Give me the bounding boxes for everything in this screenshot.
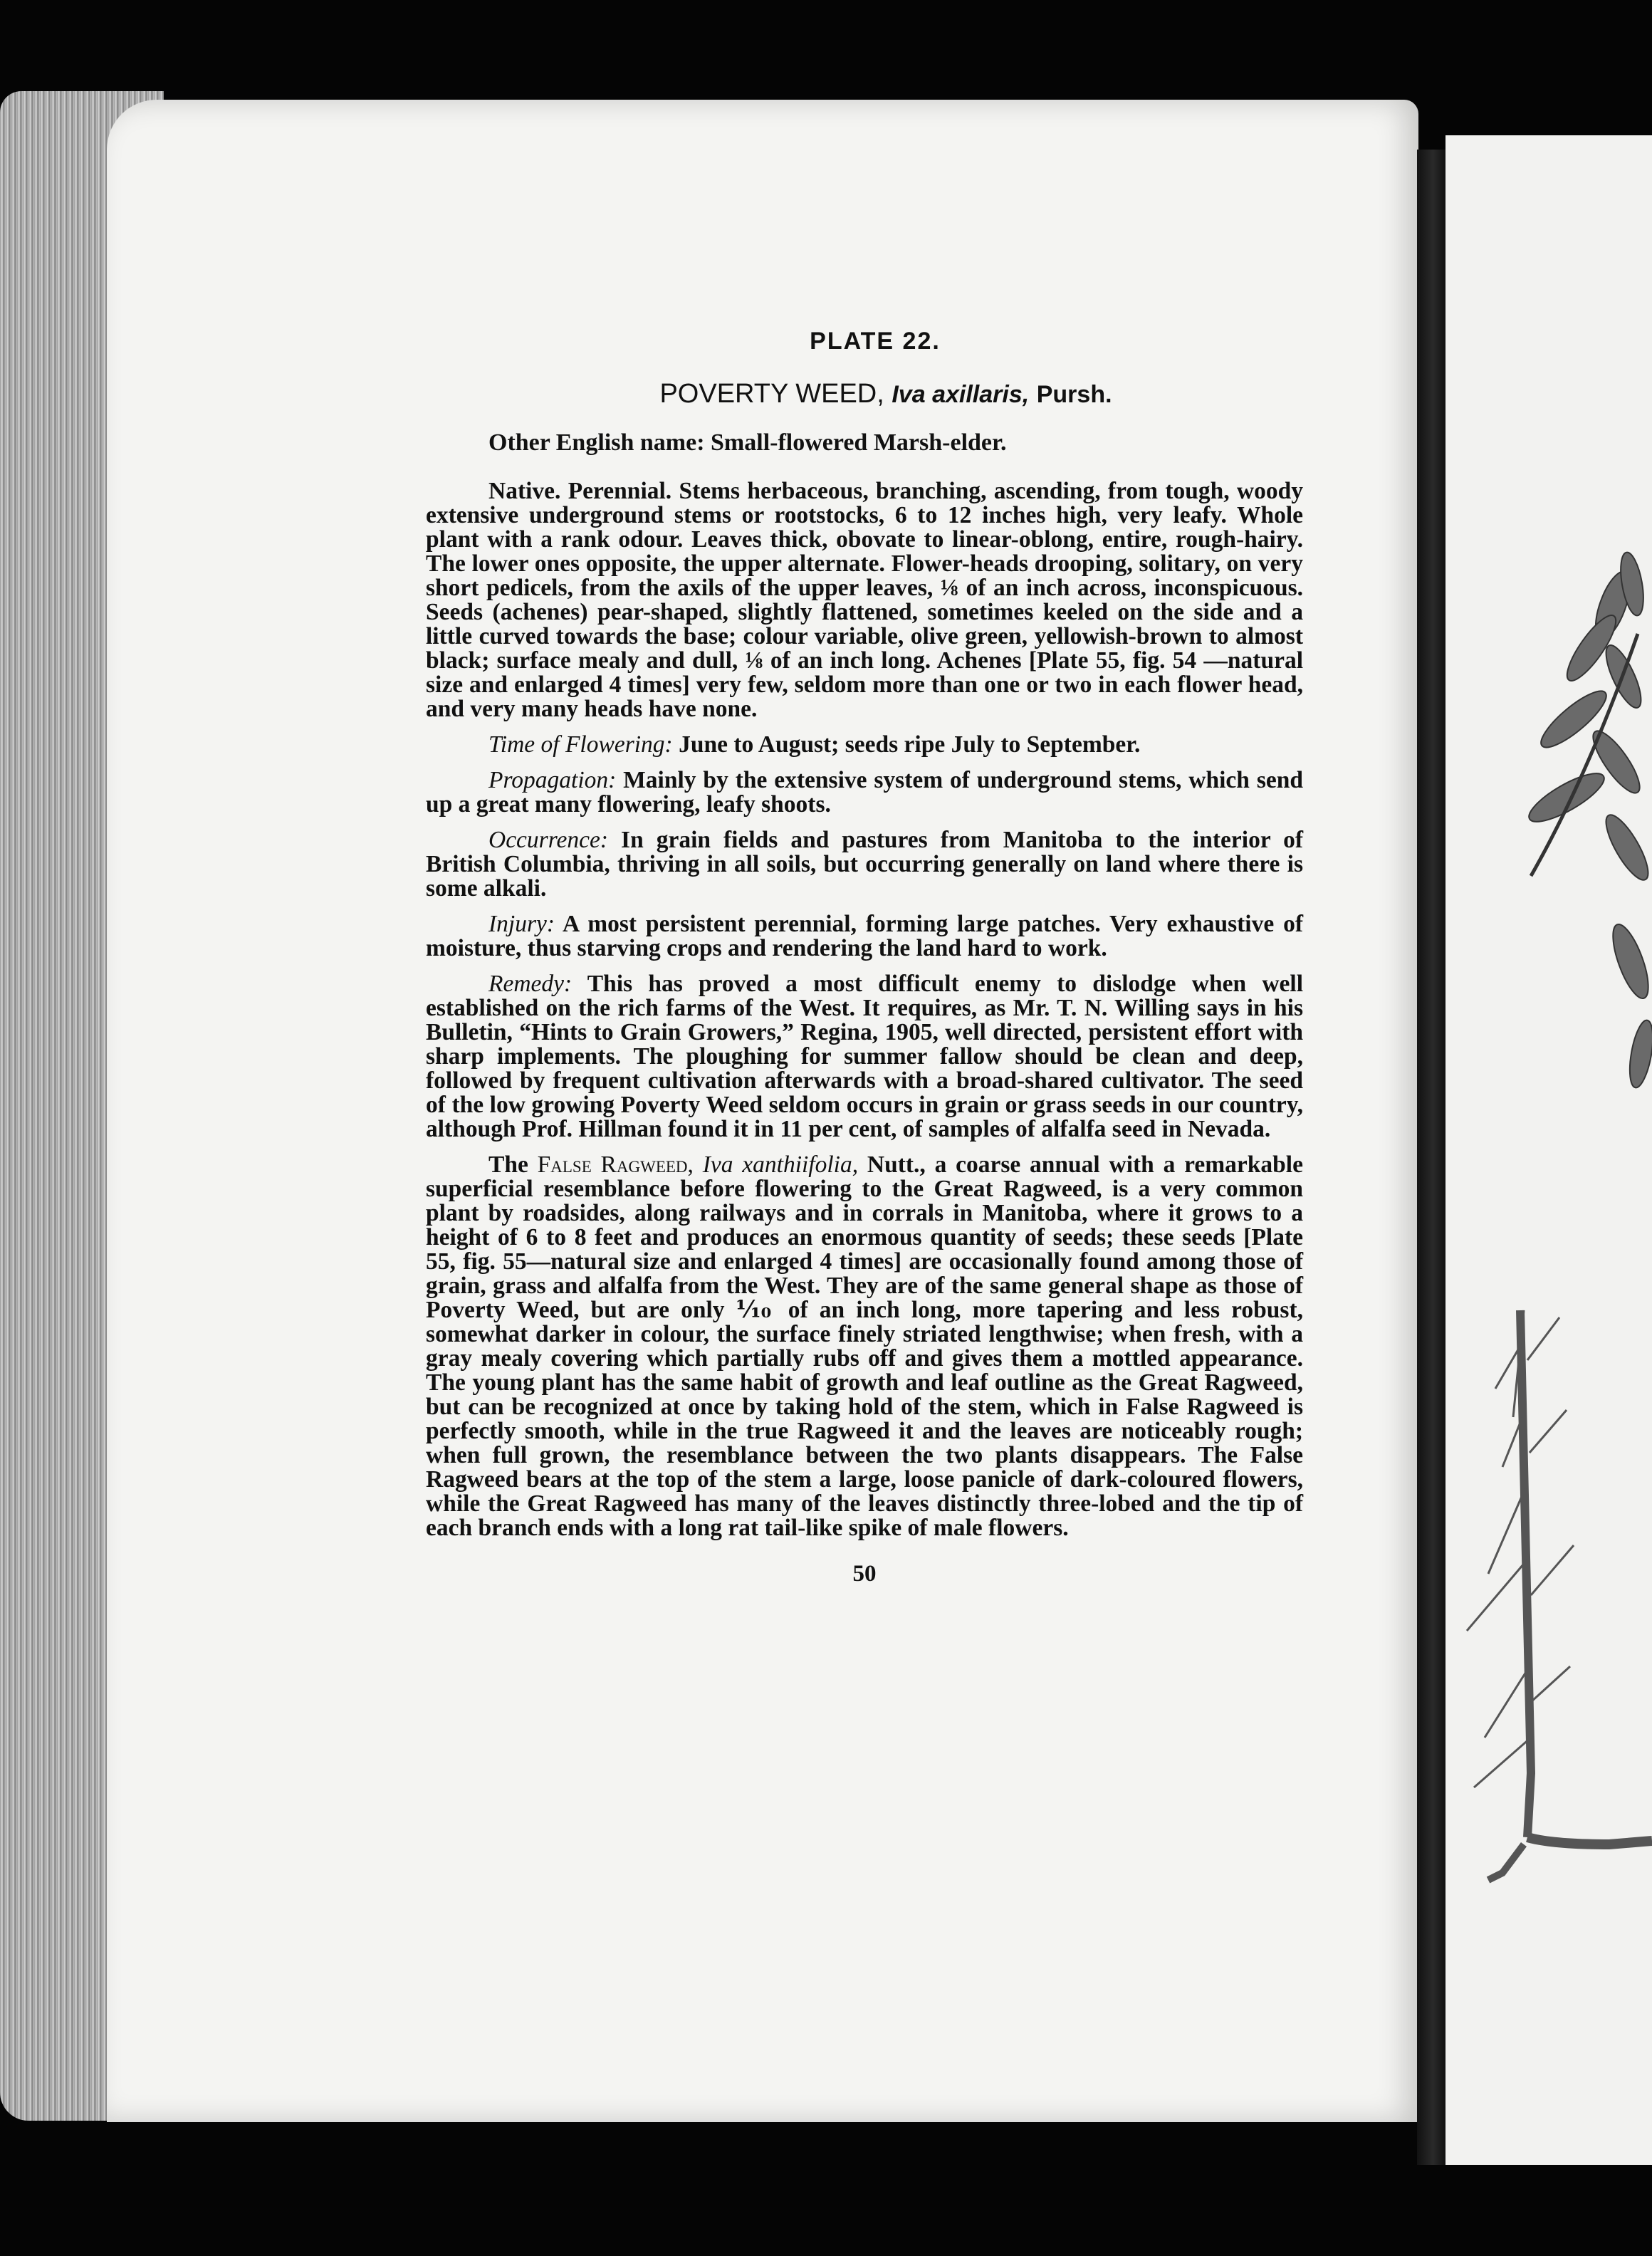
botanical-illustration (1446, 135, 1652, 2165)
false-ragweed-paragraph (426, 1153, 1303, 1540)
page-number: 50 (852, 1561, 877, 1587)
section-injury (426, 912, 1303, 961)
common-name: POVERTY WEED, (659, 379, 884, 409)
section-text: A most persistent perennial, forming large patches. Very exhaustive of moisture, thus starving crops and rendering the land hard to work. (426, 911, 1303, 961)
section-time-of-flowering (426, 733, 1303, 757)
false-ragweed-scientific: Iva xanthiifolia, (693, 1152, 859, 1178)
plate-title (426, 379, 1303, 409)
false-ragweed-text: Nutt., a coarse annual with a remarkable superficial resemblance before flowering to the Great Ragweed, is a very common plant by roadsides, along railways and in corrals in Manitoba, where it grows to a height of 6 to 8 feet and produces an enormous quantity of seeds; these seeds [Plate 55, fig. 55—natural size and enlarged 4 times] are occasionally found among those of grain, grass and alfalfa from the West. They are of the same general shape as those of Poverty Weed, but are only ⅒ of an inch long, more tapering and less robust, somewhat darker in colour, the surface finely striated lengthwise; when fresh, with a gray mealy covering which partially rubs off and gives them a mottled appearance. The young plant has the same habit of growth and leaf outline as the Great Ragweed, but can be recognized at once by taking hold of the stem, which in False Ragweed is perfectly smooth, while in the true Ragweed it and the leaves are noticeably rough; when full grown, the resemblance between the two plants disappears. The False Ragweed bears at the top of the stem a large, loose panicle of dark-coloured flowers, while the Great Ragweed has many of the leaves distinctly three-lobed and the tip of each branch ends with a long rat tail-like spike of male flowers. (426, 1152, 1303, 1541)
author-name: Pursh. (1036, 381, 1112, 408)
plate-number: PLATE 22. (810, 328, 941, 355)
section-remedy (426, 972, 1303, 1142)
description-paragraph: Native. Perennial. Stems herbaceous, branching, ascending, from tough, woody extensive underground stems or rootstocks, 6 to 12 inches high, very leafy. Whole plant with a rank odour. Leaves thick, obovate to linear-oblong, entire, rough-hairy. The lower ones opposite, the upper alternate. Flower-heads drooping, solitary, on very short pedicels, from the axils of the upper leaves, ⅛ of an inch across, inconspicuous. Seeds (achenes) pear-shaped, slightly flattened, sometimes keeled on the side and a little curved towards the base; colour variable, olive green, yellowish-brown to almost black; surface mealy and dull, ⅛ of an inch long. Achenes [Plate 55, fig. 54 —natural size and enlarged 4 times] very few, seldom more than one or two in each flower head, and very many heads have none. (426, 478, 1303, 722)
scientific-name: Iva axillaris, (892, 381, 1030, 408)
section-label: Remedy: (488, 971, 573, 997)
other-english-name: Other English name: Small-flowered Marsh-elder. (488, 429, 1007, 456)
section-label: Time of Flowering: (488, 731, 673, 758)
section-propagation (426, 768, 1303, 817)
section-text: June to August; seeds ripe July to September. (672, 731, 1141, 758)
section-label: Occurrence: (488, 827, 609, 853)
section-occurrence (426, 828, 1303, 901)
section-label: Propagation: (488, 767, 617, 793)
false-ragweed-lead: The (488, 1152, 538, 1178)
section-text: Mainly by the extensive system of underground stems, which send up a great many flowering, leafy shoots. (426, 767, 1303, 818)
section-label: Injury: (488, 911, 555, 937)
section-text: This has proved a most difficult enemy to dislodge when well established on the rich farms of the West. It requires, as Mr. T. N. Willing says in his Bulletin, “Hints to Grain Growers,” Regina, 1905, well directed, persistent effort with sharp implements. The ploughing for summer fallow should be clean and deep, followed by frequent cultivation afterwards with a broad-shared cultivator. The seed of the low growing Poverty Weed seldom occurs in grain or grass seeds in our country, although Prof. Hillman found it in 11 per cent, of samples of alfalfa seed in Nevada. (426, 971, 1303, 1142)
page-text (426, 329, 1303, 1586)
false-ragweed-name: False Ragweed, (537, 1152, 694, 1178)
book-gutter (1417, 150, 1449, 2165)
section-text: In grain fields and pastures from Manitoba to the interior of British Columbia, thriving in all soils, but occurring generally on land where there is some alkali. (426, 827, 1303, 902)
